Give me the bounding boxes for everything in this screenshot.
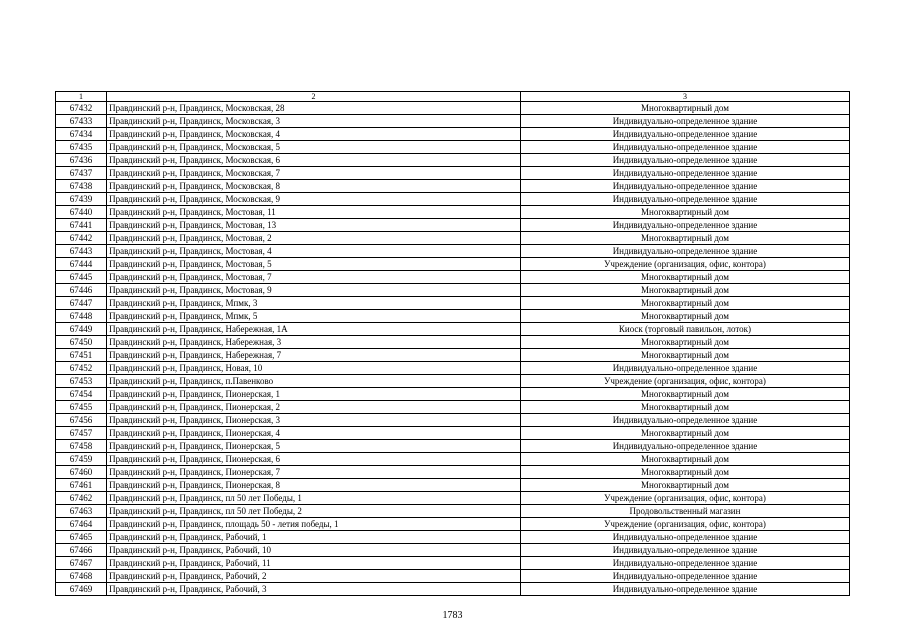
address-cell: Правдинский р-н, Правдинск, Мостовая, 9 bbox=[107, 284, 521, 297]
table-row bbox=[56, 141, 850, 154]
record-id-cell: 67466 bbox=[56, 544, 107, 557]
address-cell: Правдинский р-н, Правдинск, Рабочий, 10 bbox=[107, 544, 521, 557]
page-number: 1783 bbox=[442, 610, 463, 621]
address-cell: Правдинский р-н, Правдинск, Московская, 5 bbox=[107, 141, 521, 154]
record-id-cell: 67451 bbox=[56, 349, 107, 362]
building-type-cell: Индивидуально-определенное здание bbox=[520, 167, 849, 180]
record-id-cell: 67455 bbox=[56, 401, 107, 414]
table-row bbox=[56, 557, 850, 570]
table-row bbox=[56, 531, 850, 544]
building-type-cell: Продовольственный магазин bbox=[520, 505, 849, 518]
address-cell: Правдинский р-н, Правдинск, Мостовая, 4 bbox=[107, 245, 521, 258]
address-cell: Правдинский р-н, Правдинск, Московская, 4 bbox=[107, 128, 521, 141]
record-id-cell: 67467 bbox=[56, 557, 107, 570]
table-row bbox=[56, 505, 850, 518]
building-type-cell: Индивидуально-определенное здание bbox=[520, 245, 849, 258]
address-cell: Правдинский р-н, Правдинск, пл 50 лет Победы, 1 bbox=[107, 492, 521, 505]
building-type-cell: Индивидуально-определенное здание bbox=[520, 362, 849, 375]
record-id-cell: 67458 bbox=[56, 440, 107, 453]
record-id-cell: 67462 bbox=[56, 492, 107, 505]
address-cell: Правдинский р-н, Правдинск, Московская, 9 bbox=[107, 193, 521, 206]
building-type-cell: Учреждение (организация, офис, контора) bbox=[520, 375, 849, 388]
table-row bbox=[56, 323, 850, 336]
record-id-cell: 67453 bbox=[56, 375, 107, 388]
record-id-cell: 67432 bbox=[56, 102, 107, 115]
building-type-cell: Индивидуально-определенное здание bbox=[520, 544, 849, 557]
record-id-cell: 67449 bbox=[56, 323, 107, 336]
table-row bbox=[56, 115, 850, 128]
record-id-cell: 67459 bbox=[56, 453, 107, 466]
building-type-cell: Учреждение (организация, офис, контора) bbox=[520, 518, 849, 531]
record-id-cell: 67443 bbox=[56, 245, 107, 258]
record-id-cell: 67464 bbox=[56, 518, 107, 531]
table-row bbox=[56, 128, 850, 141]
table-row bbox=[56, 336, 850, 349]
table-row bbox=[56, 284, 850, 297]
building-type-cell: Киоск (торговый павильон, лоток) bbox=[520, 323, 849, 336]
building-type-cell: Индивидуально-определенное здание bbox=[520, 414, 849, 427]
record-id-cell: 67435 bbox=[56, 141, 107, 154]
table-row bbox=[56, 518, 850, 531]
address-cell: Правдинский р-н, Правдинск, Мостовая, 5 bbox=[107, 258, 521, 271]
table-row bbox=[56, 154, 850, 167]
building-type-cell: Индивидуально-определенное здание bbox=[520, 180, 849, 193]
table-row bbox=[56, 297, 850, 310]
building-type-cell: Индивидуально-определенное здание bbox=[520, 193, 849, 206]
building-type-cell: Многоквартирный дом bbox=[520, 297, 849, 310]
record-id-cell: 67434 bbox=[56, 128, 107, 141]
address-cell: Правдинский р-н, Правдинск, Рабочий, 1 bbox=[107, 531, 521, 544]
property-table bbox=[55, 91, 850, 596]
address-cell: Правдинский р-н, Правдинск, Пионерская, 6 bbox=[107, 453, 521, 466]
table-row bbox=[56, 193, 850, 206]
address-cell: Правдинский р-н, Правдинск, Пионерская, 5 bbox=[107, 440, 521, 453]
address-cell: Правдинский р-н, Правдинск, п.Павенково bbox=[107, 375, 521, 388]
building-type-cell: Многоквартирный дом bbox=[520, 466, 849, 479]
table-header-row bbox=[56, 92, 850, 102]
building-type-cell: Многоквартирный дом bbox=[520, 453, 849, 466]
table-row bbox=[56, 167, 850, 180]
table-row bbox=[56, 349, 850, 362]
address-cell: Правдинский р-н, Правдинск, Московская, 28 bbox=[107, 102, 521, 115]
address-cell: Правдинский р-н, Правдинск, Набережная, 1А bbox=[107, 323, 521, 336]
table-row bbox=[56, 362, 850, 375]
record-id-cell: 67456 bbox=[56, 414, 107, 427]
address-cell: Правдинский р-н, Правдинск, Московская, 3 bbox=[107, 115, 521, 128]
record-id-cell: 67439 bbox=[56, 193, 107, 206]
building-type-cell: Многоквартирный дом bbox=[520, 102, 849, 115]
record-id-cell: 67457 bbox=[56, 427, 107, 440]
record-id-cell: 67468 bbox=[56, 570, 107, 583]
table-row bbox=[56, 102, 850, 115]
address-cell: Правдинский р-н, Правдинск, Новая, 10 bbox=[107, 362, 521, 375]
table-body bbox=[56, 102, 850, 596]
table-row bbox=[56, 453, 850, 466]
address-cell: Правдинский р-н, Правдинск, пл 50 лет Победы, 2 bbox=[107, 505, 521, 518]
address-cell: Правдинский р-н, Правдинск, Московская, 6 bbox=[107, 154, 521, 167]
record-id-cell: 67438 bbox=[56, 180, 107, 193]
table-row bbox=[56, 245, 850, 258]
building-type-cell: Индивидуально-определенное здание bbox=[520, 531, 849, 544]
table-row bbox=[56, 440, 850, 453]
address-cell: Правдинский р-н, Правдинск, Мостовая, 2 bbox=[107, 232, 521, 245]
building-type-cell: Многоквартирный дом bbox=[520, 427, 849, 440]
record-id-cell: 67463 bbox=[56, 505, 107, 518]
record-id-cell: 67469 bbox=[56, 583, 107, 596]
building-type-cell: Многоквартирный дом bbox=[520, 388, 849, 401]
building-type-cell: Индивидуально-определенное здание bbox=[520, 128, 849, 141]
header-col-1: 1 bbox=[56, 92, 107, 102]
building-type-cell: Многоквартирный дом bbox=[520, 479, 849, 492]
record-id-cell: 67460 bbox=[56, 466, 107, 479]
address-cell: Правдинский р-н, Правдинск, Мостовая, 7 bbox=[107, 271, 521, 284]
record-id-cell: 67465 bbox=[56, 531, 107, 544]
address-cell: Правдинский р-н, Правдинск, Набережная, 3 bbox=[107, 336, 521, 349]
table-row bbox=[56, 310, 850, 323]
building-type-cell: Учреждение (организация, офис, контора) bbox=[520, 492, 849, 505]
record-id-cell: 67447 bbox=[56, 297, 107, 310]
record-id-cell: 67454 bbox=[56, 388, 107, 401]
address-cell: Правдинский р-н, Правдинск, Московская, 7 bbox=[107, 167, 521, 180]
building-type-cell: Индивидуально-определенное здание bbox=[520, 570, 849, 583]
building-type-cell: Многоквартирный дом bbox=[520, 349, 849, 362]
table-row bbox=[56, 414, 850, 427]
address-cell: Правдинский р-н, Правдинск, Мостовая, 11 bbox=[107, 206, 521, 219]
record-id-cell: 67448 bbox=[56, 310, 107, 323]
address-cell: Правдинский р-н, Правдинск, Рабочий, 2 bbox=[107, 570, 521, 583]
building-type-cell: Многоквартирный дом bbox=[520, 271, 849, 284]
building-type-cell: Индивидуально-определенное здание bbox=[520, 557, 849, 570]
address-cell: Правдинский р-н, Правдинск, Рабочий, 11 bbox=[107, 557, 521, 570]
table-row bbox=[56, 180, 850, 193]
address-cell: Правдинский р-н, Правдинск, Пионерская, 1 bbox=[107, 388, 521, 401]
address-cell: Правдинский р-н, Правдинск, площадь 50 - летия победы, 1 bbox=[107, 518, 521, 531]
header-col-3: 3 bbox=[520, 92, 849, 102]
building-type-cell: Многоквартирный дом bbox=[520, 206, 849, 219]
building-type-cell: Индивидуально-определенное здание bbox=[520, 583, 849, 596]
record-id-cell: 67445 bbox=[56, 271, 107, 284]
address-cell: Правдинский р-н, Правдинск, Пионерская, 7 bbox=[107, 466, 521, 479]
address-cell: Правдинский р-н, Правдинск, Мостовая, 13 bbox=[107, 219, 521, 232]
address-cell: Правдинский р-н, Правдинск, Пионерская, 4 bbox=[107, 427, 521, 440]
building-type-cell: Многоквартирный дом bbox=[520, 336, 849, 349]
address-cell: Правдинский р-н, Правдинск, Московская, 8 bbox=[107, 180, 521, 193]
table-row bbox=[56, 388, 850, 401]
record-id-cell: 67442 bbox=[56, 232, 107, 245]
record-id-cell: 67444 bbox=[56, 258, 107, 271]
building-type-cell: Многоквартирный дом bbox=[520, 401, 849, 414]
table-row bbox=[56, 271, 850, 284]
building-type-cell: Индивидуально-определенное здание bbox=[520, 141, 849, 154]
building-type-cell: Индивидуально-определенное здание bbox=[520, 440, 849, 453]
record-id-cell: 67450 bbox=[56, 336, 107, 349]
record-id-cell: 67461 bbox=[56, 479, 107, 492]
building-type-cell: Индивидуально-определенное здание bbox=[520, 154, 849, 167]
table-row bbox=[56, 401, 850, 414]
table-row bbox=[56, 544, 850, 557]
table-row bbox=[56, 479, 850, 492]
header-col-2: 2 bbox=[107, 92, 521, 102]
building-type-cell: Многоквартирный дом bbox=[520, 232, 849, 245]
address-cell: Правдинский р-н, Правдинск, Набережная, 7 bbox=[107, 349, 521, 362]
record-id-cell: 67446 bbox=[56, 284, 107, 297]
building-type-cell: Многоквартирный дом bbox=[520, 284, 849, 297]
building-type-cell: Индивидуально-определенное здание bbox=[520, 219, 849, 232]
address-cell: Правдинский р-н, Правдинск, Мпмк, 5 bbox=[107, 310, 521, 323]
table-row bbox=[56, 492, 850, 505]
table-row bbox=[56, 258, 850, 271]
address-cell: Правдинский р-н, Правдинск, Пионерская, 2 bbox=[107, 401, 521, 414]
record-id-cell: 67452 bbox=[56, 362, 107, 375]
table-row bbox=[56, 570, 850, 583]
record-id-cell: 67433 bbox=[56, 115, 107, 128]
record-id-cell: 67440 bbox=[56, 206, 107, 219]
address-cell: Правдинский р-н, Правдинск, Мпмк, 3 bbox=[107, 297, 521, 310]
table-row bbox=[56, 206, 850, 219]
record-id-cell: 67436 bbox=[56, 154, 107, 167]
record-id-cell: 67441 bbox=[56, 219, 107, 232]
table-row bbox=[56, 583, 850, 596]
building-type-cell: Учреждение (организация, офис, контора) bbox=[520, 258, 849, 271]
table-row bbox=[56, 219, 850, 232]
table-row bbox=[56, 427, 850, 440]
building-type-cell: Многоквартирный дом bbox=[520, 310, 849, 323]
table-row bbox=[56, 232, 850, 245]
address-cell: Правдинский р-н, Правдинск, Рабочий, 3 bbox=[107, 583, 521, 596]
record-id-cell: 67437 bbox=[56, 167, 107, 180]
address-cell: Правдинский р-н, Правдинск, Пионерская, 8 bbox=[107, 479, 521, 492]
table-row bbox=[56, 466, 850, 479]
address-cell: Правдинский р-н, Правдинск, Пионерская, 3 bbox=[107, 414, 521, 427]
building-type-cell: Индивидуально-определенное здание bbox=[520, 115, 849, 128]
table-row bbox=[56, 375, 850, 388]
